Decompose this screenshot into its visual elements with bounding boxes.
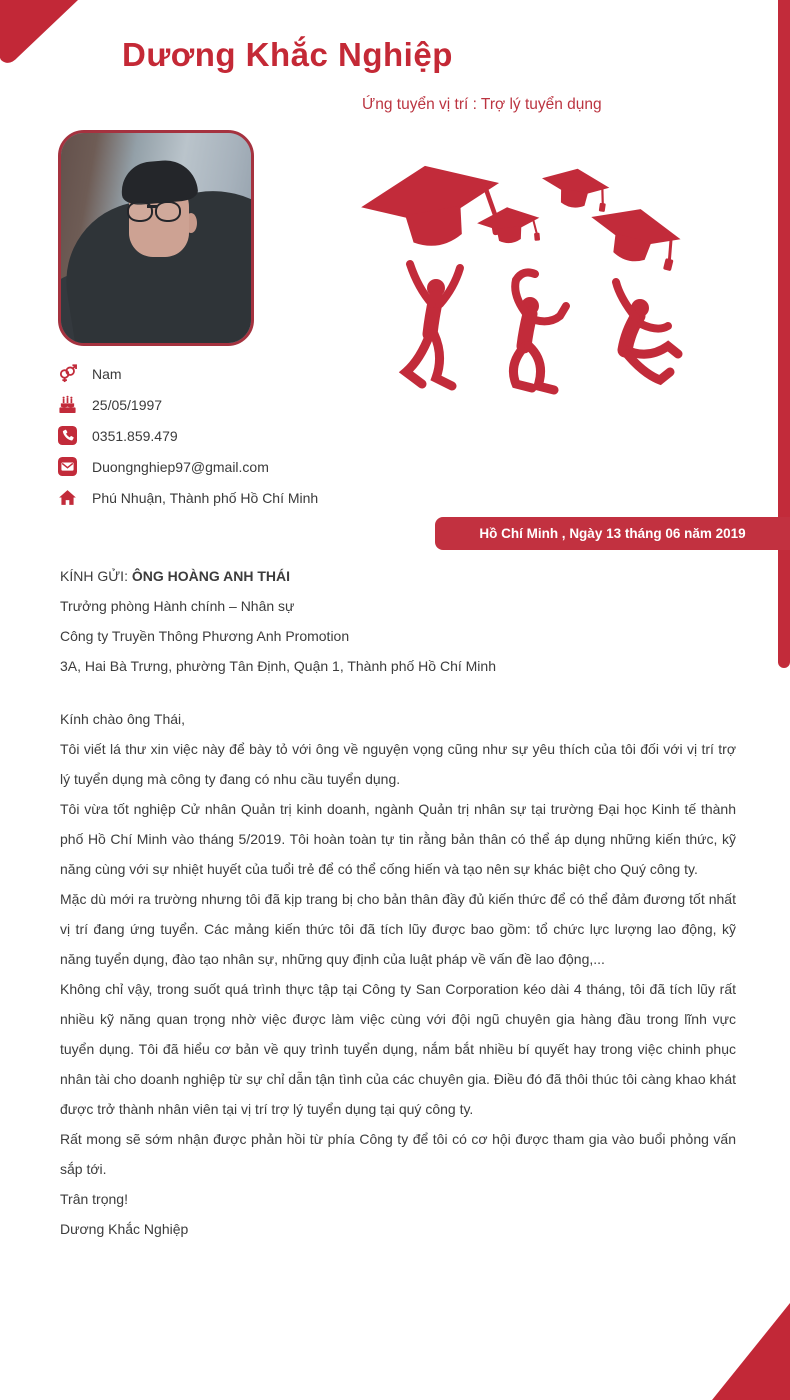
top-left-corner-accent [0, 0, 90, 80]
jumping-figure [406, 264, 460, 386]
letter-body [60, 561, 736, 1244]
applied-position: Ứng tuyển vị trí : Trợ lý tuyển dụng [362, 96, 602, 113]
phone-value: 0351.859.479 [92, 427, 178, 444]
contact-row-phone [58, 420, 388, 451]
gender-value: Nam [92, 365, 122, 382]
date-banner: Hồ Chí Minh , Ngày 13 tháng 06 năm 2019 [435, 517, 790, 550]
birthday-icon [58, 395, 77, 414]
jumping-figure [616, 282, 678, 380]
salutation-line [60, 561, 736, 591]
photo-glasses-right [155, 201, 181, 222]
recipient-name: ÔNG HOÀNG ANH THÁI [131, 568, 291, 584]
email-icon [58, 457, 77, 476]
jumping-figure [513, 272, 566, 390]
address-value: Phú Nhuận, Thành phố Hồ Chí Minh [92, 489, 319, 506]
profile-photo [58, 130, 254, 346]
home-icon [58, 488, 77, 507]
letter-paragraph: Rất mong sẽ sớm nhận được phản hồi từ phía Công ty để tôi có cơ hội được tham gia vào buổi phỏng vấn sắp tới. [60, 1131, 736, 1177]
birthday-value: 25/05/1997 [92, 396, 163, 413]
contact-row-email [58, 451, 388, 482]
greeting-line: Kính chào ông Thái, [60, 711, 186, 727]
photo-glasses-bridge [147, 205, 157, 208]
email-value: Duongnghiep97@gmail.com [92, 458, 269, 475]
page-title: Dương Khắc Nghiệp [122, 36, 453, 73]
recipient-block [60, 561, 736, 681]
phone-icon [58, 426, 77, 445]
contact-row-gender [58, 358, 388, 389]
letter-paragraphs [60, 704, 736, 1244]
recipient-company-line: Công ty Truyền Thông Phương Anh Promotion [60, 628, 350, 644]
recipient-title-line: Trưởng phòng Hành chính – Nhân sự [60, 598, 295, 614]
gender-icon [58, 364, 77, 383]
graduation-illustration [348, 148, 696, 426]
closing-line: Trân trọng! [60, 1191, 128, 1207]
letter-paragraph: Không chỉ vậy, trong suốt quá trình thực tập tại Công ty San Corporation kéo dài 4 tháng, tôi đã tích lũy rất nhiều kỹ năng quan trọng nhờ việc được làm việc cùng với đội ngũ chuyên gia hàng đầu trong lĩnh vực tuyển dụng. Tôi đã hiểu cơ bản về quy trình tuyển dụng, nắm bắt nhiều bí quyết hay trong việc chinh phục nhân tài cho doanh nghiệp từ sự chỉ dẫn tận tình của các chuyên gia. Điều đó đã thôi thúc tôi càng khao khát được trở thành nhân viên tại vị trí trợ lý tuyển dụng tại quý công ty. [60, 981, 736, 1117]
letter-paragraph: Tôi vừa tốt nghiệp Cử nhân Quản trị kinh doanh, ngành Quản trị nhân sự tại trường Đại học Kinh tế thành phố Hồ Chí Minh vào tháng 5/2019. Tôi hoàn toàn tự tin rằng bản thân có thể áp dụng những kiến thức, kỹ năng cùng với sự nhiệt huyết của tuổi trẻ để có thể cống hiến và tạo nên sự khác biệt cho Quý công ty. [60, 801, 736, 877]
contact-row-address [58, 482, 388, 513]
signature: Dương Khắc Nghiệp [60, 1221, 189, 1237]
recipient-address-line: 3A, Hai Bà Trưng, phường Tân Định, Quận 1, Thành phố Hồ Chí Minh [60, 658, 496, 674]
contact-row-birthday [58, 389, 388, 420]
letter-paragraph: Mặc dù mới ra trường nhưng tôi đã kịp trang bị cho bản thân đầy đủ kiến thức để có thể đảm đương tốt nhất vị trí đang ứng tuyển. Các mảng kiến thức tôi đã tích lũy được bao gồm: tổ chức lực lượng lao động, kỹ năng tuyển dụng, đào tạo nhân sự, những quy định của luật pháp về vấn đề lao động,... [60, 891, 736, 967]
contact-info [58, 358, 388, 513]
right-edge-stripe [778, 0, 790, 668]
salutation-prefix: KÍNH GỬI: [60, 568, 132, 584]
letter-paragraph: Tôi viết lá thư xin việc này để bày tỏ với ông về nguyện vọng cũng như sự yêu thích của tôi đối với vị trí trợ lý tuyển dụng mà công ty đang có nhu cầu tuyển dụng. [60, 741, 736, 787]
bottom-right-corner-accent [710, 1303, 790, 1400]
